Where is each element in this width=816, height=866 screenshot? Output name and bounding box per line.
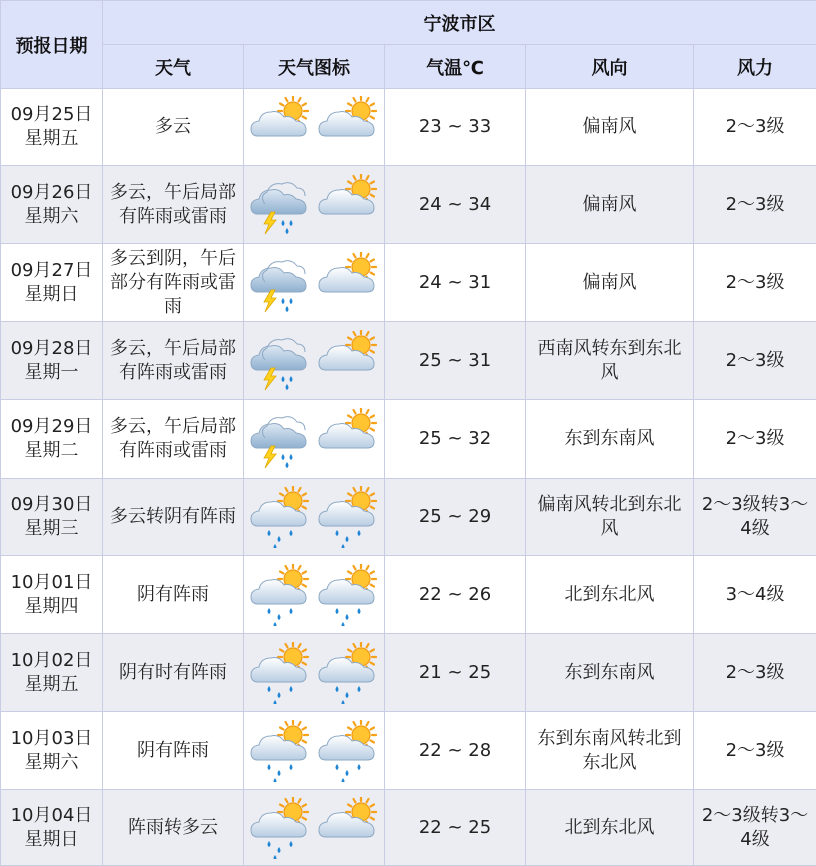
forecast-date: 09月29日 [3, 415, 100, 439]
thunder-weather-icon [249, 408, 311, 470]
wind-direction: 东到东南风转北到东北风 [526, 712, 694, 790]
wind-force: 2～3级 [694, 244, 816, 322]
weather-description: 阴有阵雨 [103, 556, 244, 634]
table-row [1, 322, 816, 400]
table-row [1, 89, 816, 166]
weather-icons [244, 720, 384, 782]
temperature-range: 22 ~ 28 [385, 712, 526, 790]
weather-icons [244, 642, 384, 704]
weather-icons-cell [244, 634, 385, 712]
table-row [1, 790, 816, 866]
weather-description: 阴有时有阵雨 [103, 634, 244, 712]
wind-force: 2～3级 [694, 712, 816, 790]
temperature-range: 24 ~ 31 [385, 244, 526, 322]
temperature-range: 22 ~ 26 [385, 556, 526, 634]
weather-icons-cell [244, 400, 385, 479]
wind-direction-column-header: 风向 [526, 45, 694, 89]
weather-icons [244, 408, 384, 470]
wind-force: 3～4级 [694, 556, 816, 634]
wind-force: 2～3级 [694, 89, 816, 166]
table-row [1, 634, 816, 712]
weather-icons-cell [244, 712, 385, 790]
weather-icons-cell [244, 322, 385, 400]
weather-icons-cell [244, 556, 385, 634]
forecast-weekday: 星期六 [3, 205, 100, 229]
date-cell [1, 556, 103, 634]
thunder-weather-icon [249, 252, 311, 314]
forecast-date: 09月26日 [3, 181, 100, 205]
temperature-range: 25 ~ 31 [385, 322, 526, 400]
table-row [1, 479, 816, 556]
temperature-range: 25 ~ 32 [385, 400, 526, 479]
shower-weather-icon [249, 564, 311, 626]
wind-direction: 偏南风 [526, 89, 694, 166]
cloudy-weather-icon [317, 96, 379, 158]
weather-icons-cell [244, 244, 385, 322]
weather-icons-cell [244, 479, 385, 556]
table-row [1, 556, 816, 634]
thunder-weather-icon [249, 330, 311, 392]
forecast-date: 10月03日 [3, 727, 100, 751]
table-row [1, 244, 816, 322]
cloudy-weather-icon [317, 252, 379, 314]
shower-weather-icon [317, 564, 379, 626]
wind-direction: 北到东北风 [526, 556, 694, 634]
temperature-range: 21 ~ 25 [385, 634, 526, 712]
wind-force-column-header: 风力 [694, 45, 816, 89]
weather-icons [244, 174, 384, 236]
forecast-date: 09月30日 [3, 493, 100, 517]
weather-description: 多云到阴，午后部分有阵雨或雷雨 [103, 244, 244, 322]
forecast-date: 10月04日 [3, 804, 100, 828]
shower-weather-icon [317, 486, 379, 548]
weather-column-header: 天气 [103, 45, 244, 89]
forecast-weekday: 星期一 [3, 361, 100, 385]
weather-icons [244, 564, 384, 626]
wind-force: 2～3级 [694, 166, 816, 244]
wind-direction: 东到东南风 [526, 400, 694, 479]
date-cell [1, 400, 103, 479]
forecast-rows [1, 89, 816, 866]
weather-icons-cell [244, 166, 385, 244]
date-cell [1, 166, 103, 244]
date-cell [1, 322, 103, 400]
forecast-date: 10月01日 [3, 571, 100, 595]
forecast-weekday: 星期四 [3, 595, 100, 619]
forecast-date: 10月02日 [3, 649, 100, 673]
date-cell [1, 712, 103, 790]
shower-weather-icon [249, 642, 311, 704]
forecast-weekday: 星期三 [3, 517, 100, 541]
region-header: 宁波市区 [103, 1, 816, 45]
table-row [1, 712, 816, 790]
forecast-date: 09月25日 [3, 103, 100, 127]
weather-icons [244, 252, 384, 314]
temperature-range: 25 ~ 29 [385, 479, 526, 556]
cloudy-weather-icon [317, 408, 379, 470]
forecast-weekday: 星期日 [3, 828, 100, 852]
wind-direction: 偏南风转北到东北风 [526, 479, 694, 556]
date-column-header: 预报日期 [1, 1, 103, 89]
weather-icons [244, 797, 384, 859]
cloudy-weather-icon [317, 174, 379, 236]
weather-description: 多云，午后局部有阵雨或雷雨 [103, 400, 244, 479]
shower-weather-icon [249, 720, 311, 782]
weather-description: 阴有阵雨 [103, 712, 244, 790]
temperature-range: 23 ~ 33 [385, 89, 526, 166]
forecast-weekday: 星期二 [3, 439, 100, 463]
forecast-weekday: 星期日 [3, 283, 100, 307]
cloudy-weather-icon [317, 797, 379, 859]
forecast-weekday: 星期五 [3, 127, 100, 151]
temperature-column-header: 气温℃ [385, 45, 526, 89]
forecast-date: 09月28日 [3, 337, 100, 361]
weather-description: 阵雨转多云 [103, 790, 244, 866]
table-row [1, 400, 816, 479]
date-cell [1, 479, 103, 556]
table-row [1, 166, 816, 244]
weather-icons [244, 96, 384, 158]
wind-force: 2～3级转3～4级 [694, 479, 816, 556]
wind-direction: 西南风转东到东北风 [526, 322, 694, 400]
wind-direction: 偏南风 [526, 244, 694, 322]
weather-description: 多云，午后局部有阵雨或雷雨 [103, 166, 244, 244]
temperature-range: 24 ~ 34 [385, 166, 526, 244]
wind-force: 2～3级 [694, 634, 816, 712]
forecast-weekday: 星期六 [3, 751, 100, 775]
wind-force: 2～3级转3～4级 [694, 790, 816, 866]
weather-icons-cell [244, 89, 385, 166]
wind-force: 2～3级 [694, 322, 816, 400]
thunder-weather-icon [249, 174, 311, 236]
forecast-weekday: 星期五 [3, 673, 100, 697]
weather-icons [244, 330, 384, 392]
date-cell [1, 89, 103, 166]
cloudy-weather-icon [249, 96, 311, 158]
shower-weather-icon [317, 642, 379, 704]
forecast-date: 09月27日 [3, 259, 100, 283]
wind-direction: 偏南风 [526, 166, 694, 244]
weather-icons-cell [244, 790, 385, 866]
temperature-range: 22 ~ 25 [385, 790, 526, 866]
shower-weather-icon [249, 486, 311, 548]
wind-force: 2～3级 [694, 400, 816, 479]
weather-icons [244, 486, 384, 548]
shower-weather-icon [249, 797, 311, 859]
date-cell [1, 244, 103, 322]
shower-weather-icon [317, 720, 379, 782]
cloudy-weather-icon [317, 330, 379, 392]
date-cell [1, 790, 103, 866]
wind-direction: 东到东南风 [526, 634, 694, 712]
weather-description: 多云 [103, 89, 244, 166]
weather-description: 多云转阴有阵雨 [103, 479, 244, 556]
date-cell [1, 634, 103, 712]
icon-column-header: 天气图标 [244, 45, 385, 89]
wind-direction: 北到东北风 [526, 790, 694, 866]
weather-description: 多云，午后局部有阵雨或雷雨 [103, 322, 244, 400]
